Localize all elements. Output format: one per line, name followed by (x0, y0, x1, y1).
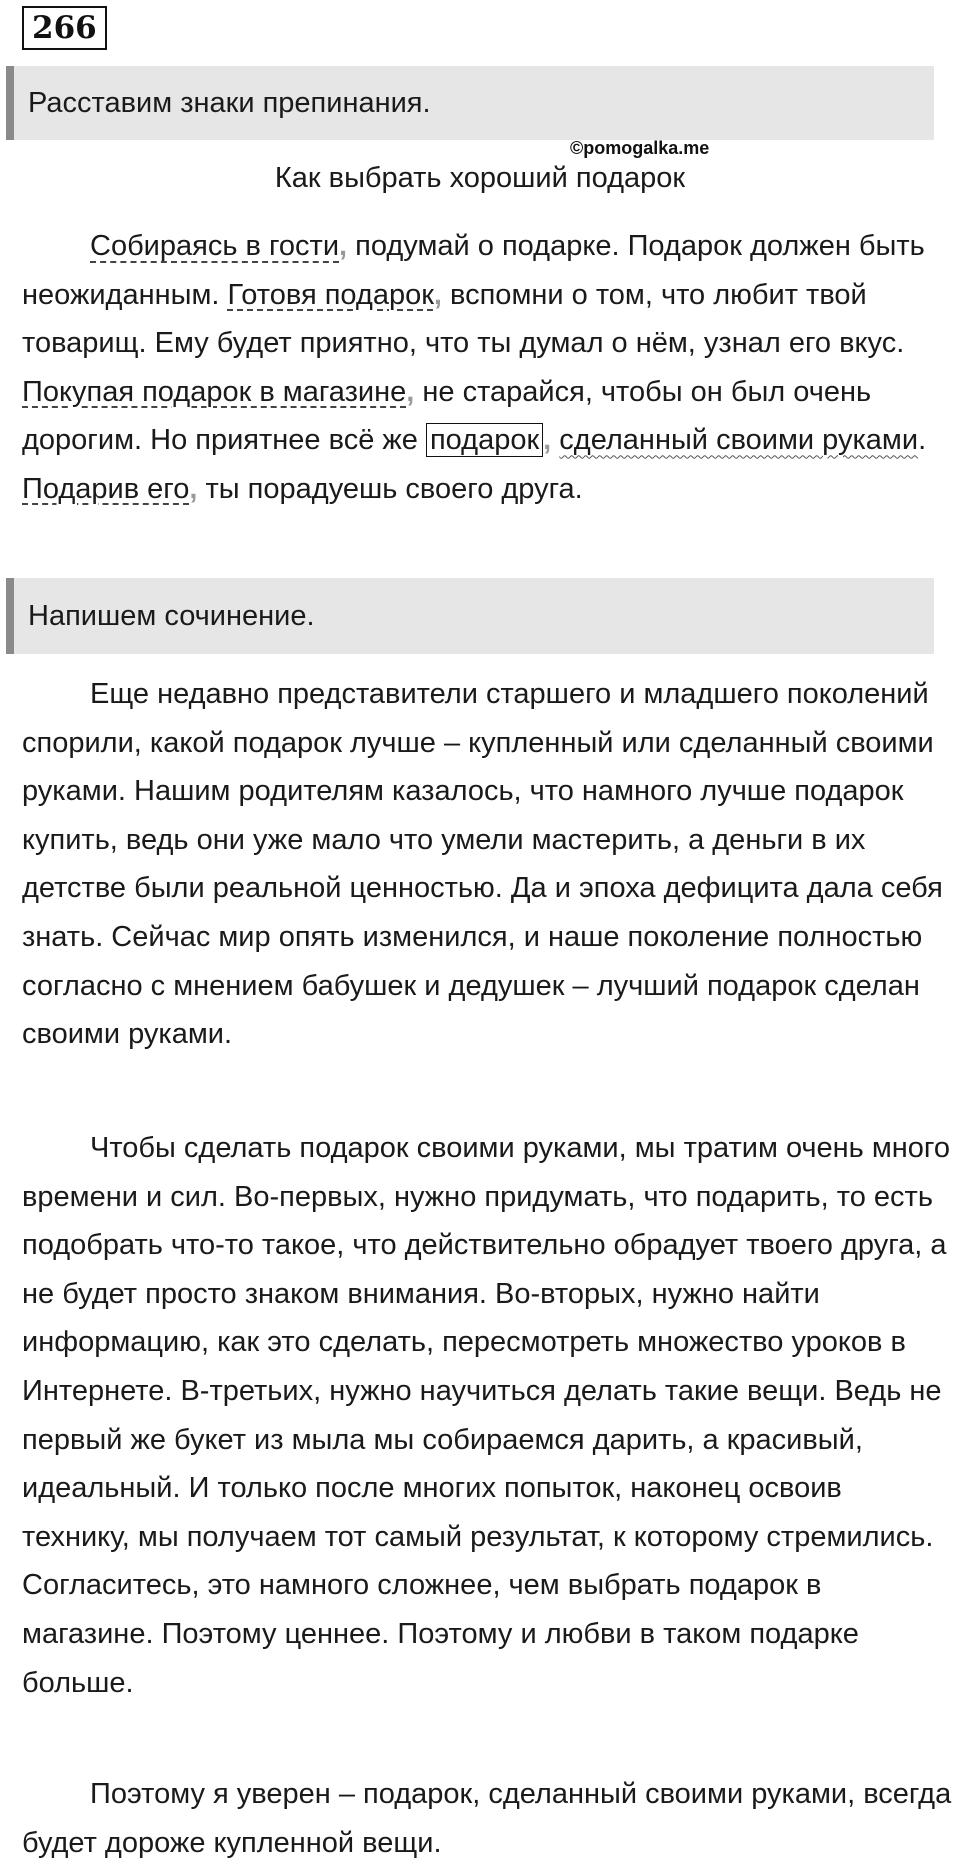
section-header-label: Напишем сочинение. (28, 599, 315, 632)
dictation-text (22, 222, 952, 514)
inserted-comma: , (339, 230, 348, 262)
section-header-punctuation (6, 66, 934, 140)
participle-phrase: Готовя подарок (227, 278, 434, 311)
essay-paragraph-text: Поэтому я уверен – подарок, сделанный своими руками, всегда будет дороже купленной вещи. (22, 1778, 952, 1859)
essay-paragraph (22, 1124, 952, 1707)
inserted-comma: , (543, 424, 552, 457)
text-fragment: вспомни о том, что любит твой товарищ. Ему будет приятно, что ты думал о нём, узнал его вкус. (22, 278, 905, 360)
section-header-label: Расставим знаки препинания. (28, 86, 431, 119)
exercise-number: 266 (22, 6, 107, 50)
participle-phrase: Подарив его (22, 472, 190, 505)
text-fragment: . (918, 424, 927, 457)
essay-paragraph-text: Чтобы сделать подарок своими руками, мы тратим очень много времени и сил. Во-первых, нужно придумать, что подарить, то есть подобрать что-то такое, что действительно обрадует твоего друга, а не будет просто знаком внимания. Во-вторых, нужно найти информацию, как это сделать, пересмотреть множество уроков в Интернете. В-третьих, нужно научиться делать такие вещи. Ведь не первый же букет из мыла мы собираемся дарить, а красивый, идеальный. И только после многих попыток, наконец освоив технику, мы получаем тот самый результат, к которому стремились. Согласитесь, это намного сложнее, чем выбрать подарок в магазине. Поэтому ценнее. Поэтому и любви в таком подарке больше. (22, 1132, 951, 1699)
text-fragment: ты порадуешь своего друга. (197, 472, 583, 505)
inserted-comma: , (433, 278, 442, 311)
dictation-title: Как выбрать хороший подарок (274, 162, 686, 194)
essay-paragraph (22, 1770, 952, 1867)
inserted-comma: , (406, 375, 415, 408)
essay-paragraph-text: Еще недавно представители старшего и младшего поколений спорили, какой подарок лучше – купленный или сделанный своими руками. Нашим родителям казалось, что намного лучше подарок купить, ведь они уже мало что умели мастерить, а деньги в их детстве были реальной ценностью. Да и эпоха дефицита дала себя знать. Сейчас мир опять изменился, и наше поколение полностью согласно с мнением бабушек и дедушек – лучший подарок сделан своими руками. (22, 678, 943, 1051)
participial-phrase: сделанный своими руками (559, 424, 919, 457)
essay-paragraph (22, 670, 952, 1059)
defined-word: подарок (426, 423, 543, 457)
participle-phrase: Покупая подарок в магазине (22, 375, 407, 408)
inserted-comma: , (189, 472, 198, 505)
watermark: ©pomogalka.me (570, 138, 710, 158)
participle-phrase: Собираясь в гости (90, 230, 340, 262)
text-fragment: подумай о подарке. Подарок должен быть неожиданным. (22, 230, 925, 311)
text-fragment: не старайся, чтобы он был очень дорогим. Но приятнее всё же (22, 375, 872, 457)
section-header-essay (6, 578, 934, 654)
